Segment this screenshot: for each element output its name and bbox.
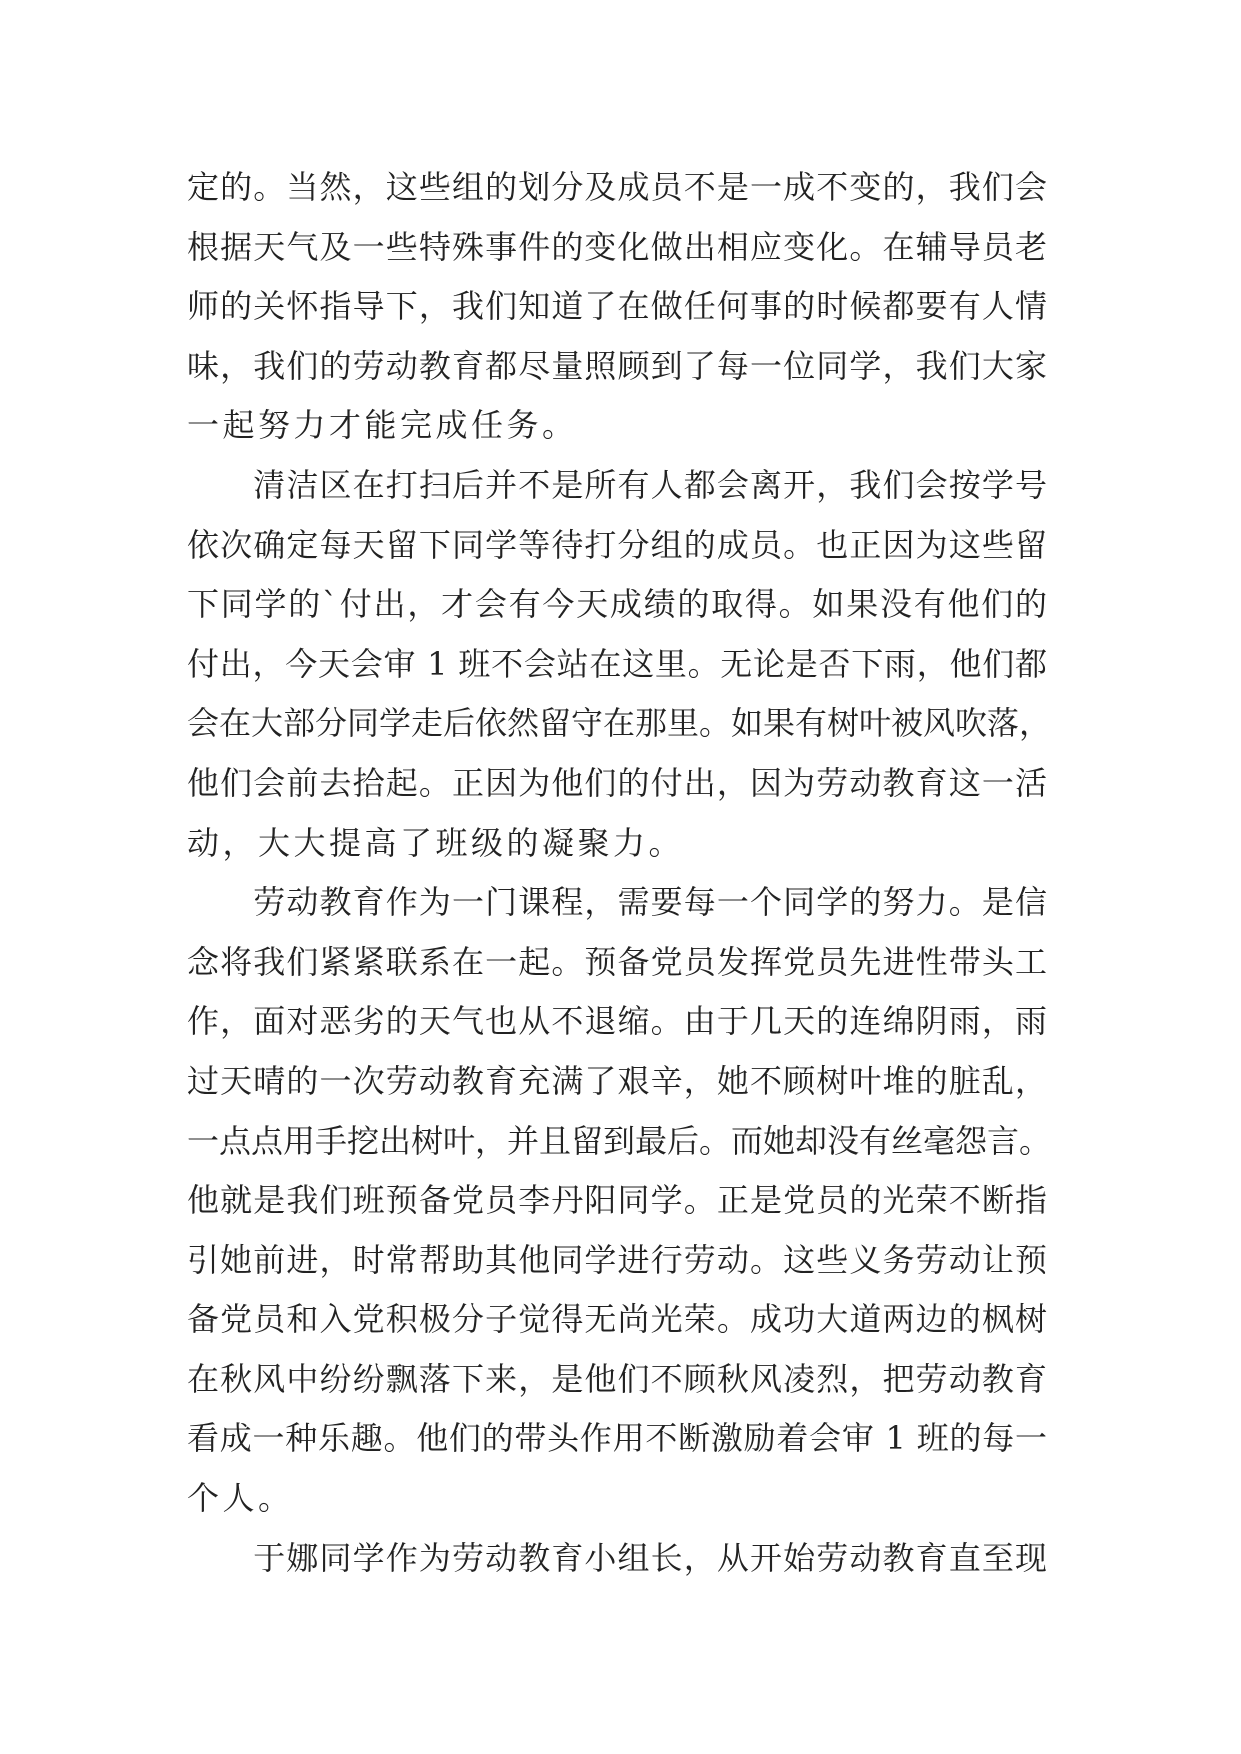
text-line: 看成一种乐趣。他们的带头作用不断激励着会审 1 班的每一 — [187, 1419, 1047, 1458]
text-line: 引她前进，时常帮助其他同学进行劳动。这些义务劳动让预 — [187, 1240, 1047, 1279]
text-line: 定的。当然，这些组的划分及成员不是一成不变的，我们会 — [187, 168, 1047, 206]
text-line: 作，面对恶劣的天气也从不退缩。由于几天的连绵阴雨，雨 — [187, 1002, 1047, 1041]
text-line: 师的关怀指导下，我们知道了在做任何事的时候都要有人情 — [187, 287, 1047, 326]
text-line: 备党员和入党积极分子觉得无尚光荣。成功大道两边的枫树 — [187, 1300, 1047, 1339]
text-line: 依次确定每天留下同学等待打分组的成员。也正因为这些留 — [187, 525, 1047, 564]
text-line: 清洁区在打扫后并不是所有人都会离开，我们会按学号 — [187, 465, 1047, 504]
text-line: 过天晴的一次劳动教育充满了艰辛，她不顾树叶堆的脏乱， — [187, 1061, 1047, 1100]
text-line: 个人。 — [187, 1479, 294, 1518]
text-line: 一起努力才能完成任务。 — [187, 406, 578, 445]
text-line: 他们会前去拾起。正因为他们的付出，因为劳动教育这一活 — [187, 763, 1047, 802]
text-line: 于娜同学作为劳动教育小组长，从开始劳动教育直至现 — [187, 1538, 1047, 1577]
text-line: 会在大部分同学走后依然留守在那里。如果有树叶被风吹落， — [187, 704, 1052, 743]
text-line: 付出，今天会审 1 班不会站在这里。无论是否下雨，他们都 — [187, 644, 1047, 683]
text-line: 他就是我们班预备党员李丹阳同学。正是党员的光荣不断指 — [187, 1181, 1047, 1220]
text-line: 在秋风中纷纷飘落下来，是他们不顾秋风凌烈，把劳动教育 — [187, 1359, 1047, 1398]
text-line: 一点点用手挖出树叶，并且留到最后。而她却没有丝毫怨言。 — [187, 1121, 1052, 1160]
text-line: 念将我们紧紧联系在一起。预备党员发挥党员先进性带头工 — [187, 942, 1047, 981]
body-text — [187, 158, 1052, 1588]
text-line: 下同学的`付出，才会有今天成绩的取得。如果没有他们的 — [187, 585, 1047, 624]
text-line: 动，大大提高了班级的凝聚力。 — [187, 823, 685, 862]
text-line: 味，我们的劳动教育都尽量照顾到了每一位同学，我们大家 — [187, 346, 1047, 385]
text-line: 劳动教育作为一门课程，需要每一个同学的努力。是信 — [187, 883, 1047, 922]
text-line: 根据天气及一些特殊事件的变化做出相应变化。在辅导员老 — [187, 227, 1047, 266]
